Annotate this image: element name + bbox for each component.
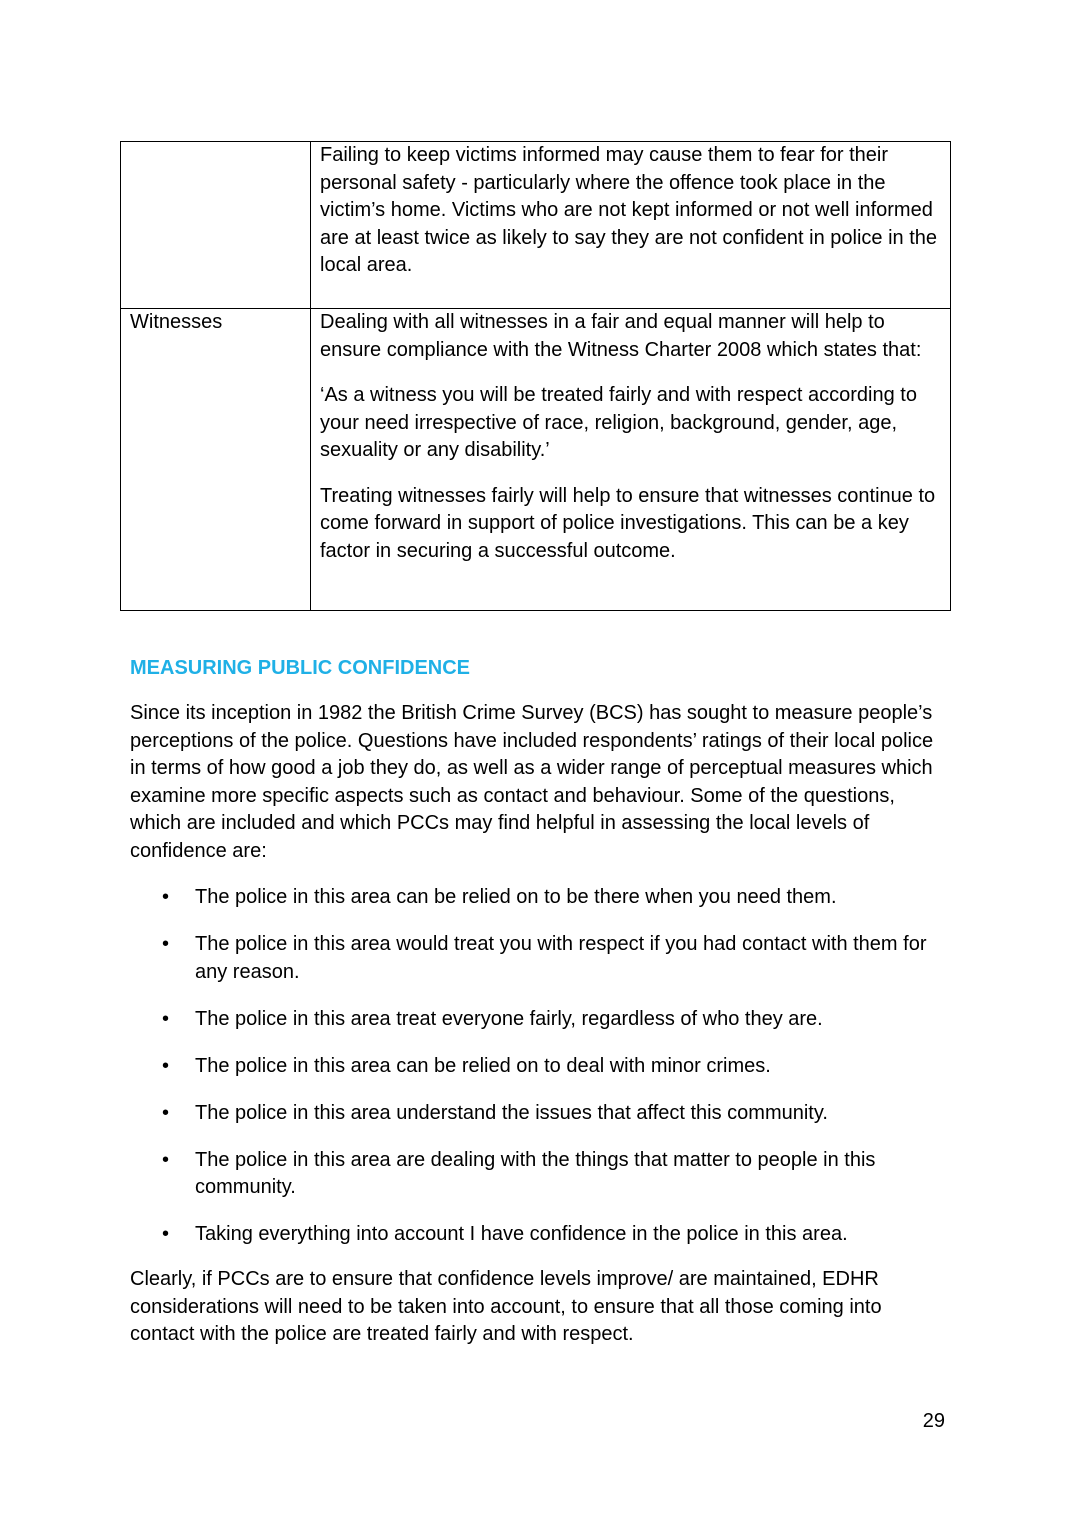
list-item xyxy=(130,1221,945,1249)
section-heading: MEASURING PUBLIC CONFIDENCE xyxy=(130,657,471,679)
list-item-text: Taking everything into account I have confidence in the police in this area. xyxy=(195,1223,848,1245)
bullet-icon: • xyxy=(162,1223,170,1245)
table-row-content xyxy=(311,142,951,309)
table-row xyxy=(121,309,951,611)
bullet-icon: • xyxy=(162,886,170,908)
witness-charter-quote: ‘As a witness you will be treated fairly and with respect according to your need irrespective of race, religion, background, gender, age, sexuality or any disability.’ xyxy=(320,384,917,461)
list-item xyxy=(130,931,945,986)
list-item-text: The police in this area treat everyone fairly, regardless of who they are. xyxy=(195,1007,823,1030)
bullet-icon: • xyxy=(162,1007,170,1030)
survey-questions-list xyxy=(130,884,945,1268)
witnesses-paragraph: Dealing with all witnesses in a fair and equal manner will help to ensure compliance with the Witness Charter 2008 which states that: xyxy=(320,311,922,361)
intro-paragraph: Since its inception in 1982 the British Crime Survey (BCS) has sought to measure people’s perceptions of the police. Questions have included respondents’ ratings of their local police in terms of how good a job they do, as well as a wider range of perceptual measures which examine more specific aspects such as contact and behaviour. Some of the questions, which are included and which PCCs may find helpful in assessing the local levels of confidence are: xyxy=(130,702,934,862)
list-item-text: The police in this area would treat you with respect if you had contact with them for any reason. xyxy=(195,933,927,983)
list-item xyxy=(130,1006,945,1034)
closing-paragraph: Clearly, if PCCs are to ensure that confidence levels improve/ are maintained, EDHR considerations will need to be taken into account, to ensure that all those coming into contact with the police are treated fairly and with respect. xyxy=(130,1268,882,1345)
table-row-label: Witnesses xyxy=(121,309,311,611)
list-item-text: The police in this area are dealing with the things that matter to people in this community. xyxy=(195,1148,876,1198)
table-row xyxy=(121,142,951,309)
table-row-content xyxy=(311,309,951,611)
list-item xyxy=(130,1100,945,1128)
bullet-icon: • xyxy=(162,1101,170,1124)
victims-paragraph: Failing to keep victims informed may cause them to fear for their personal safety - particularly where the offence took place in the victim’s home. Victims who are not kept informed or not well informed are at least twice as likely to say they are not confident in police in the local area. xyxy=(320,144,938,276)
page-number: 29 xyxy=(922,1410,945,1432)
list-item-text: The police in this area understand the issues that affect this community. xyxy=(195,1101,828,1124)
bullet-icon: • xyxy=(162,933,170,955)
bullet-icon: • xyxy=(162,1054,170,1077)
list-item xyxy=(130,884,945,912)
witnesses-paragraph: Treating witnesses fairly will help to ensure that witnesses continue to come forward in support of police investigations. This can be a key factor in securing a successful outcome. xyxy=(320,484,936,562)
list-item xyxy=(130,1053,945,1081)
list-item-text: The police in this area can be relied on to be there when you need them. xyxy=(195,886,837,908)
stakeholder-table xyxy=(120,141,951,611)
table-row-label xyxy=(121,142,311,309)
list-item xyxy=(130,1147,945,1202)
list-item-text: The police in this area can be relied on to deal with minor crimes. xyxy=(195,1054,771,1077)
bullet-icon: • xyxy=(162,1148,170,1171)
